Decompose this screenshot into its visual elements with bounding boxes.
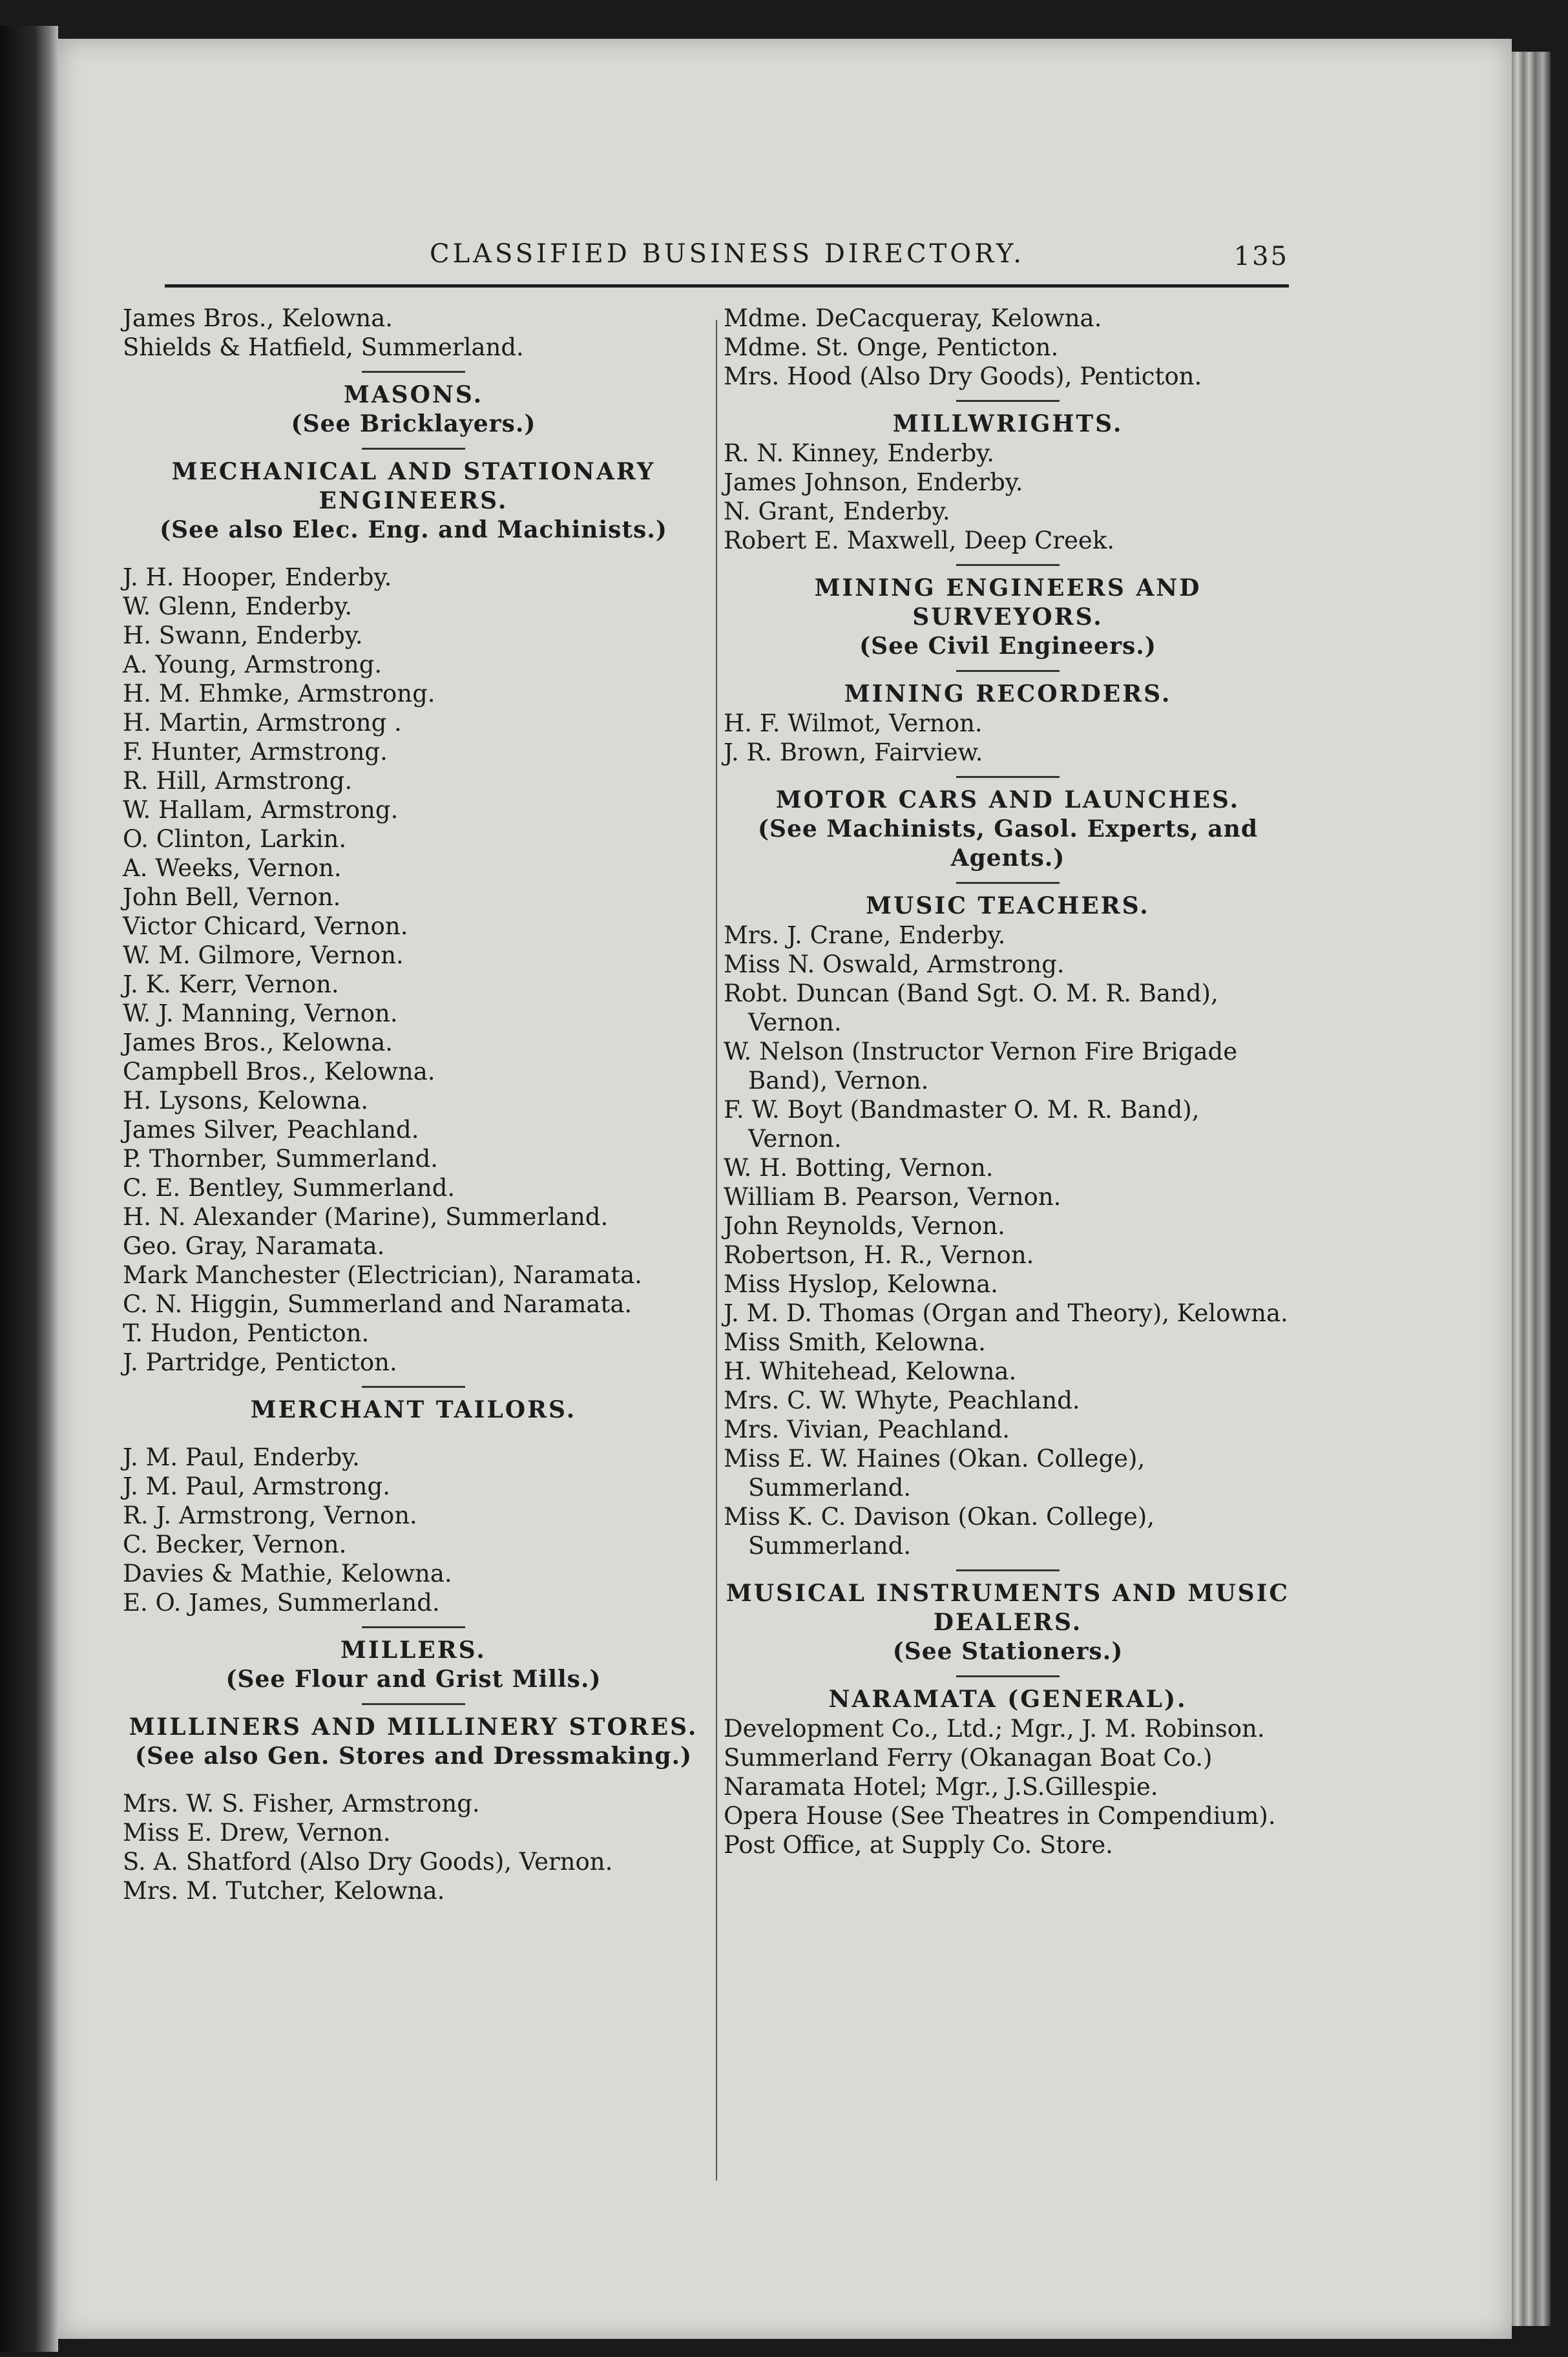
cross-reference: (See also Gen. Stores and Dressmaking.) xyxy=(134,1743,693,1770)
list-item: Robt. Duncan (Band Sgt. O. M. R. Band), Vernon. xyxy=(724,979,1218,1036)
list-item: J. R. Brown, Fairview. xyxy=(724,739,983,766)
section-rule xyxy=(956,882,1060,884)
list-item: H. Swann, Enderby. xyxy=(123,622,363,649)
section-rule xyxy=(956,564,1060,566)
list-item: N. Grant, Enderby. xyxy=(724,498,950,525)
list-item: Shields & Hatfield, Summerland. xyxy=(123,333,524,361)
list-item: Geo. Gray, Naramata. xyxy=(123,1232,385,1260)
list-item: H. N. Alexander (Marine), Summerland. xyxy=(123,1203,609,1231)
section-rule xyxy=(956,670,1060,672)
list-item: James Bros., Kelowna. xyxy=(123,1029,393,1056)
list-item: Summerland Ferry (Okanagan Boat Co.) xyxy=(724,1744,1213,1772)
page-title: CLASSIFIED BUSINESS DIRECTORY. xyxy=(430,239,1025,269)
list-item: S. A. Shatford (Also Dry Goods), Vernon. xyxy=(123,1848,613,1876)
naramata-entries xyxy=(724,1714,1292,1859)
list-item: W. H. Botting, Vernon. xyxy=(724,1154,994,1182)
section-heading-millwrights: MILLWRIGHTS. xyxy=(892,410,1124,437)
section-rule xyxy=(956,400,1060,402)
section-rule xyxy=(362,1386,465,1388)
list-item: J. M. D. Thomas (Organ and Theory), Kelowna. xyxy=(724,1299,1288,1327)
section-rule xyxy=(362,1703,465,1705)
section-rule xyxy=(362,371,465,373)
cross-reference: (See Civil Engineers.) xyxy=(859,633,1156,660)
list-item: Mrs. C. W. Whyte, Peachland. xyxy=(724,1387,1080,1414)
list-item: H. Lysons, Kelowna. xyxy=(123,1087,369,1115)
page-stack-edge xyxy=(1512,52,1551,2326)
list-item: Mark Manchester (Electrician), Naramata. xyxy=(123,1261,642,1289)
list-item: Campbell Bros., Kelowna. xyxy=(123,1058,435,1085)
section-heading-mining-recorders: MINING RECORDERS. xyxy=(844,680,1172,707)
left-column xyxy=(123,304,704,1905)
section-rule xyxy=(956,1569,1060,1571)
list-item: Robert E. Maxwell, Deep Creek. xyxy=(724,527,1115,554)
music-teachers-entries xyxy=(724,921,1292,1560)
list-item: J. M. Paul, Enderby. xyxy=(123,1443,360,1471)
list-item: T. Hudon, Penticton. xyxy=(123,1319,370,1347)
list-item: J. H. Hooper, Enderby. xyxy=(123,563,392,591)
merchant-tailors-entries xyxy=(123,1443,704,1617)
list-item: C. N. Higgin, Summerland and Naramata. xyxy=(123,1290,632,1318)
list-item: J. M. Paul, Armstrong. xyxy=(123,1472,390,1500)
list-item: A. Young, Armstrong. xyxy=(123,651,382,678)
list-item: H. Martin, Armstrong . xyxy=(123,709,402,737)
list-item: J. Partridge, Penticton. xyxy=(123,1348,397,1376)
section-rule xyxy=(362,448,465,450)
section-rule xyxy=(362,1626,465,1628)
millwrights-entries xyxy=(724,439,1292,555)
section-heading-milliners: MILLINERS AND MILLINERY STORES. xyxy=(129,1713,698,1741)
list-item: Mdme. DeCacqueray, Kelowna. xyxy=(724,304,1102,332)
list-item: John Reynolds, Vernon. xyxy=(724,1212,1005,1240)
mechanical-entries xyxy=(123,563,704,1377)
section-heading-musical-instruments: MUSICAL INSTRUMENTS AND MUSIC DEALERS. xyxy=(726,1580,1290,1636)
list-item: Mrs. Vivian, Peachland. xyxy=(724,1416,1010,1443)
header-rule xyxy=(165,284,1289,288)
page-header xyxy=(165,213,1289,291)
list-item: A. Weeks, Vernon. xyxy=(123,854,342,882)
section-heading-masons: MASONS. xyxy=(343,381,484,408)
list-item: Mdme. St. Onge, Penticton. xyxy=(724,333,1059,361)
section-rule xyxy=(956,1675,1060,1677)
list-item: C. Becker, Vernon. xyxy=(123,1531,347,1558)
list-item: Miss E. Drew, Vernon. xyxy=(123,1819,391,1847)
section-heading-millers: MILLERS. xyxy=(340,1637,486,1664)
list-item: O. Clinton, Larkin. xyxy=(123,825,347,853)
list-item: F. W. Boyt (Bandmaster O. M. R. Band), Vernon. xyxy=(724,1096,1200,1153)
cross-reference: (See Bricklayers.) xyxy=(291,410,536,437)
list-item: Davies & Mathie, Kelowna. xyxy=(123,1560,452,1587)
list-item: W. J. Manning, Vernon. xyxy=(123,1000,398,1027)
list-item: Mrs. W. S. Fisher, Armstrong. xyxy=(123,1790,480,1818)
list-item: W. M. Gilmore, Vernon. xyxy=(123,941,404,969)
list-item: Naramata Hotel; Mgr., J.S.Gillespie. xyxy=(724,1773,1158,1801)
list-item: R. N. Kinney, Enderby. xyxy=(724,439,994,467)
list-item: Mrs. M. Tutcher, Kelowna. xyxy=(123,1877,445,1905)
list-item: W. Hallam, Armstrong. xyxy=(123,796,399,824)
list-item: H. Whitehead, Kelowna. xyxy=(724,1357,1017,1385)
list-item: Development Co., Ltd.; Mgr., J. M. Robinson. xyxy=(724,1715,1265,1743)
list-item: H. F. Wilmot, Vernon. xyxy=(724,709,983,737)
section-heading-mining-engineers: MINING ENGINEERS AND SURVEYORS. xyxy=(814,574,1202,631)
section-heading-merchant-tailors: MERCHANT TAILORS. xyxy=(250,1396,577,1423)
section-heading-naramata: NARAMATA (GENERAL). xyxy=(828,1686,1187,1713)
list-item: Miss E. W. Haines (Okan. College), Summerland. xyxy=(724,1445,1145,1502)
list-item: Opera House (See Theatres in Compendium). xyxy=(724,1802,1276,1830)
list-item: H. M. Ehmke, Armstrong. xyxy=(123,680,435,707)
list-item: Miss K. C. Davison (Okan. College), Summerland. xyxy=(724,1503,1155,1560)
cross-reference: (See Stationers.) xyxy=(892,1638,1124,1665)
list-item: Robertson, H. R., Vernon. xyxy=(724,1241,1034,1269)
list-item: W. Nelson (Instructor Vernon Fire Brigade Band), Vernon. xyxy=(724,1038,1238,1095)
list-item: Victor Chicard, Vernon. xyxy=(123,912,408,940)
lead-entries xyxy=(724,304,1292,391)
list-item: John Bell, Vernon. xyxy=(123,883,341,911)
list-item: Miss Smith, Kelowna. xyxy=(724,1328,986,1356)
book-spine-edge xyxy=(0,26,58,2352)
lead-entries xyxy=(123,304,704,362)
mining-recorders-entries xyxy=(724,709,1292,767)
list-item: F. Hunter, Armstrong. xyxy=(123,738,388,766)
right-column xyxy=(711,304,1292,1859)
list-item: R. Hill, Armstrong. xyxy=(123,767,353,795)
cross-reference: (See Machinists, Gasol. Experts, and Agents.) xyxy=(757,815,1259,872)
cross-reference: (See Flour and Grist Mills.) xyxy=(225,1666,601,1693)
list-item: C. E. Bentley, Summerland. xyxy=(123,1174,455,1202)
list-item: William B. Pearson, Vernon. xyxy=(724,1183,1061,1211)
list-item: Post Office, at Supply Co. Store. xyxy=(724,1831,1113,1859)
list-item: Mrs. J. Crane, Enderby. xyxy=(724,921,1006,949)
section-heading-music-teachers: MUSIC TEACHERS. xyxy=(866,892,1150,919)
section-rule xyxy=(956,776,1060,778)
section-heading-mechanical: MECHANICAL AND STATIONARY ENGINEERS. xyxy=(171,458,656,514)
list-item: Mrs. Hood (Also Dry Goods), Penticton. xyxy=(724,362,1202,390)
list-item: P. Thornber, Summerland. xyxy=(123,1145,439,1173)
page-number: 135 xyxy=(1233,242,1289,271)
list-item: James Bros., Kelowna. xyxy=(123,304,393,332)
list-item: R. J. Armstrong, Vernon. xyxy=(123,1502,417,1529)
list-item: James Johnson, Enderby. xyxy=(724,468,1023,496)
list-item: Miss Hyslop, Kelowna. xyxy=(724,1270,998,1298)
list-item: James Silver, Peachland. xyxy=(123,1116,419,1144)
list-item: Miss N. Oswald, Armstrong. xyxy=(724,950,1065,978)
milliners-entries xyxy=(123,1789,704,1905)
cross-reference: (See also Elec. Eng. and Machinists.) xyxy=(160,516,667,543)
list-item: J. K. Kerr, Vernon. xyxy=(123,970,339,998)
list-item: W. Glenn, Enderby. xyxy=(123,592,353,620)
section-heading-motor-cars: MOTOR CARS AND LAUNCHES. xyxy=(775,786,1240,813)
list-item: E. O. James, Summerland. xyxy=(123,1589,440,1617)
